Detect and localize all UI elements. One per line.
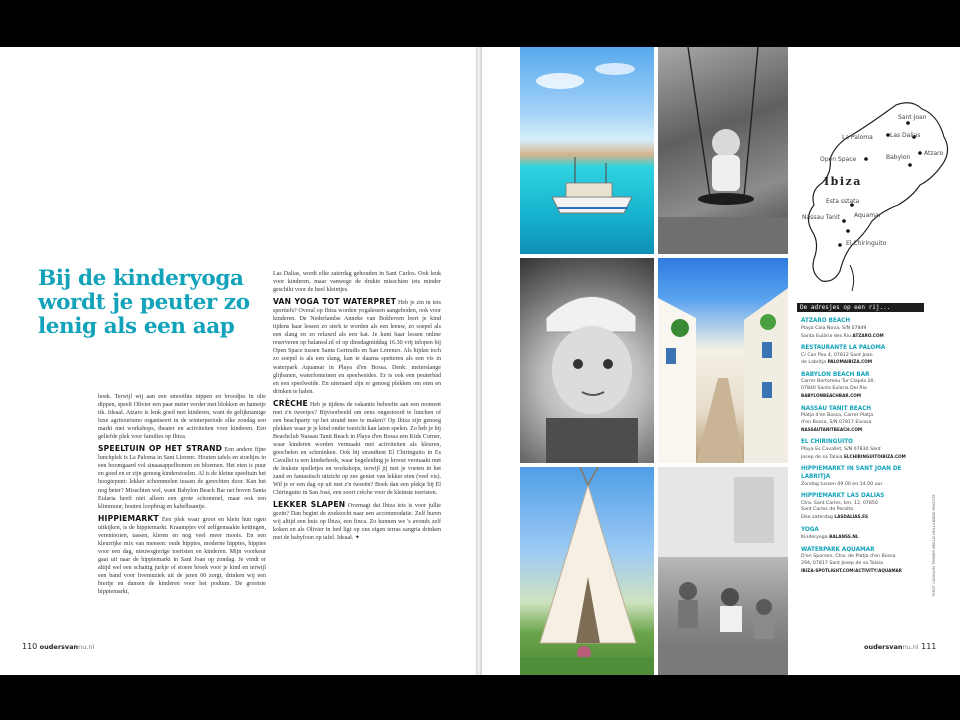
paragraph: Las Dalias, wordt elke zaterdag gehouden in Sant Carlos. Ook leuk voor kinderen, maar vanwege de drukte misschien iets minder geschikt voor de heel kleintjes. (273, 271, 441, 294)
address-line: Playa Es Cavallet, S/N 07830 Sant (801, 447, 881, 453)
text-column-1 (98, 393, 266, 600)
address-item (801, 372, 925, 401)
address-name: HIPPIEMARKT IN SANT JOAN DE LABRITJA (801, 466, 902, 480)
publication-name: oudersvan (864, 643, 903, 651)
map-title: Ibiza (824, 175, 862, 188)
publication-domain: nu.nl (902, 643, 919, 651)
address-name: HIPPIEMARKT LAS DALIAS (801, 492, 885, 499)
yoga-illustration (658, 467, 788, 675)
page-number: 111 (921, 642, 937, 651)
address-url[interactable]: IBIZA-SPOTLIGHT.COM/ACTIVITY/AQUAMAR (801, 568, 903, 574)
address-url[interactable]: PALOMAIBIZA.COM (827, 359, 873, 365)
address-line: de Labritja PALOMAIBIZA.COM (801, 359, 873, 366)
photo-credit: TEKST CAROLYN TIMMER BEELD HOLLANDSE HOOGTE (931, 494, 936, 597)
map-label-las-dalias: Las Dalias (890, 132, 921, 139)
address-line: Elke zaterdag LASDALIAS.ES (801, 514, 869, 521)
address-name: BABYLON BEACH BAR (801, 371, 870, 378)
address-line: Kinderyoga BALANSS.NL (801, 534, 859, 541)
address-name: RESTAURANTE LA PALOMA (801, 344, 886, 351)
island-outline (808, 103, 947, 282)
address-line: C/ Can Pou 4, 07812 Sant Joan (801, 352, 873, 358)
headline-line-2: wordt je peuter zo (38, 290, 250, 315)
ibiza-map (792, 95, 956, 295)
address-url[interactable]: LASDALIAS.ES (834, 514, 869, 520)
address-url[interactable]: BALANSS.NL (829, 534, 859, 540)
address-line: Sant Carles de Peralta (801, 507, 854, 513)
address-name: NASSAU TANIT BEACH (801, 405, 872, 412)
yoga-photo (658, 467, 788, 675)
paragraph (273, 400, 441, 498)
paragraph (273, 298, 441, 396)
address-line (801, 393, 925, 401)
folio-left (22, 642, 94, 651)
map-label-la-paloma: La Paloma (842, 134, 873, 141)
paragraph (98, 445, 266, 510)
address-item (801, 547, 925, 576)
map-label-open-space: Open Space (820, 156, 857, 163)
address-url[interactable]: NASSAUTANITBEACH.COM (801, 427, 863, 433)
address-name: YOGA (801, 526, 819, 533)
address-line: Carrer Bartomeu Tur Clapés 20, (801, 379, 875, 385)
address-line: Josep de sa Talaia ELCHIRINGUITOIBIZA.COM (801, 453, 906, 460)
teepee-photo (520, 467, 654, 675)
address-item (801, 406, 925, 435)
address-url[interactable]: BABYLONBEACHBAR.COM (801, 393, 862, 399)
address-item (801, 466, 925, 488)
address-name: WATERPARK AQUAMAR (801, 546, 875, 553)
address-item (801, 527, 925, 543)
street-illustration (658, 258, 788, 463)
section-body: Een plek waar groot en klein hun ogen uitkijken, is de hippiemarkt. Kraampjes vol zelfgemaakte kettingen, verentooien, tassen, kleren en nog veel meer moois. En een kleurrijke mix van mensen: oude hippies, moderne hippies, hippies voor een dag, nieuwsgierige toeristen en kinderen. Mijn voorkeur gaat uit naar de hippiemarkt in Sant Joan op zondag. Je vindt er altijd wel een schattig jurkje of stoere broek voor je kind en terwijl een band voor livemuziek uit de jaren 60 zorgt, drinken wij een biertje en dansen de kinderen voor het podium. De grootste hippiemarkt, (98, 516, 266, 596)
map-label-aquamar: Aquamar (854, 212, 882, 219)
paragraph: hoek. Terwijl wij aan een smoothie nippen en broodjes in olie dippen, speelt Olivier een paar meter verder met blokken en hametje tik. Ideaal. Atzaro is leuk goed met kinderen, want de gelijknamige luxe agritourismo organiseert in de winterperiode elke zondag een markt met workshops, theater en activiteiten voor kinderen. Een geliefde plek voor families op Ibiza. (98, 394, 266, 441)
address-url[interactable]: ELCHIRINGUITOIBIZA.COM (844, 453, 906, 459)
folio-right (864, 642, 936, 651)
right-page (482, 47, 960, 675)
address-line: Playa Cala Nova, S/N 07849 (801, 325, 867, 331)
section-body: Overnagt dat Ibiza iets is voor jullie gezin? Dan begint de zoektocht naar een accommodatie. Zelf huren wij altijd een huis op Ibiza, een finca. Zo kunnen we 's avonds zelf koken en als Olivier in bed ligt op ons eigen terras sangria drinken met de babyfoon op tafel. (273, 503, 441, 542)
paragraph (273, 501, 441, 542)
section-heading: HIPPIEMARKT (98, 513, 159, 523)
headline-line-1: Bij de kinderyoga (38, 266, 244, 291)
address-item (801, 439, 925, 461)
address-list (801, 318, 925, 581)
left-page (0, 47, 476, 675)
address-item (801, 493, 925, 522)
map-label-el-chiringuito: El Chiringuito (846, 240, 887, 247)
swing-photo (658, 47, 788, 254)
address-line: Ctra. Sant Carles, km. 12, 07850 (801, 500, 878, 506)
address-list-header: De adresjes op een rij... (797, 303, 924, 312)
paragraph (98, 515, 266, 596)
page-number: 110 (22, 642, 38, 651)
address-line: Platja d'en Bossa, Carrer Platja (801, 413, 874, 419)
section-heading: CRÈCHE (273, 398, 308, 408)
address-name: EL CHIRINGUITO (801, 439, 853, 446)
section-body: Een andere fijne lunchplek is La Paloma in Sant Llorenc. Houten tafels en stoeltjes in een boomgaard vol sinaasappelbomen en bloemen. Het eten is puur en goed en er zijn genoeg kinderstoelen. Al is de kleine speeltuin het hoogtepunt: lekker schommelen tussen de gerechten door. Kan het nog beter? Misschien wel, want Babylon Beach Bar net boven Santa Eularia heeft niet alleen een grote schommel, maar ook een klimmuur, houten loopbrug en kabelbaantje. (98, 447, 266, 510)
map-label-atzaro: Atzaro (924, 150, 944, 157)
map-label-nassau-tanit: Nassau Tanit (802, 214, 840, 221)
baby-illustration (520, 258, 654, 463)
boat-photo (520, 47, 654, 254)
section-heading: LEKKER SLAPEN (273, 500, 346, 510)
publication-name: oudersvan (39, 643, 79, 651)
headline (38, 267, 268, 339)
boat-illustration (520, 47, 654, 254)
map-label-esta-sstata: Esta sstata (826, 198, 860, 205)
section-body: Heb je tijdens de vakantie behoefte aan een moment met z'n tweetjes? Bijvoorbeeld om eens ongestoord te lunchen of een beachparty op het strand mee te maken? Op Ibiza zijn genoeg plekken waar je je kind onder toezicht kan laten spelen. Zo heb je bij Beachclub Nassau Tanit Beach in Playa d'en Bossa een Kids Corner, waar kinderen worden vermaakt met activiteiten als kleuren, goochelen en schminken. Ook bij strandtent El Chiringuito in Es Cavallet is een kinderhoek, waar begeleiding je kroost vermaakt met de leukste spelletjes en workshops, terwijl jij met je voeten in het zand en fantastisch uitzicht op zee geniet van lekker eten (veel vis). Wil je er een dag op uit met z'n tweeën? Boek dan een plekje bij El Chiringuito in San José, een soort crèche voor de kleinste toeristen. (273, 401, 441, 497)
address-url[interactable]: ATZARO.COM (852, 332, 884, 338)
address-item (801, 345, 925, 367)
address-line: Zondag tussen 09.00 en 14.00 uur (801, 481, 883, 487)
text-column-2 (273, 270, 441, 547)
address-line (801, 427, 925, 435)
closing-text: Ideaal. ✦ (336, 535, 361, 542)
section-heading: VAN YOGA TOT WATERPRET (273, 297, 397, 307)
swing-illustration (658, 47, 788, 254)
address-line: 07840 Santa Eularia Del Río (801, 386, 867, 392)
address-line: Santa Eulària des Riu ATZARO.COM (801, 332, 884, 339)
street-photo (658, 258, 788, 463)
section-heading: SPEELTUIN OP HET STRAND (98, 444, 223, 454)
map-label-sant-joan: Sant Joan (898, 114, 927, 121)
headline-line-3: lenig als een aap (38, 314, 235, 339)
teepee-illustration (520, 467, 654, 675)
address-line (801, 568, 925, 576)
address-item (801, 318, 925, 340)
address-line: 294, 07817 Sant Josep de sa Talaia (801, 561, 883, 567)
map-label-babylon: Babylon (886, 154, 911, 161)
baby-photo (520, 258, 654, 463)
address-name: ATZARO BEACH (801, 318, 851, 324)
publication-domain: nu.nl (78, 643, 95, 651)
address-line: D'en Sporsen, Ctra. de Platja d'en Bossa (801, 554, 896, 560)
section-body: Heb je zin in iets sportiefs? Overal op Ibiza worden yogalessen aangeboden, ook voor kinderen. De Nederlandse Anneke van Bokhoven leert je kind tijdens haar lessen zo sterk te worden als een leeuw, zo soepel als een slang en zo relaxed als een kat. Je kunt haar lessen online reserveren op balanssl.nl of op dinsdagmiddag 16.30 vrij inlopen bij Open Space tussen Santa Gertrudis en San Lorenzo. Als hijdan toch zo soepel is als een slang, kan ie daarna spetteren als een vis in waterpark Aquamar in Playa d'en Bossa. Denk: meterslange glijbanen, waterfonteinen en speelweides. Er is ook een peuterbad en een speelweide. En uiteraard zijn er genoeg plekken om eten en drinken te halen. (273, 300, 441, 395)
address-line: d'en Bossa, S/N 07817 Eivissa (801, 420, 872, 426)
